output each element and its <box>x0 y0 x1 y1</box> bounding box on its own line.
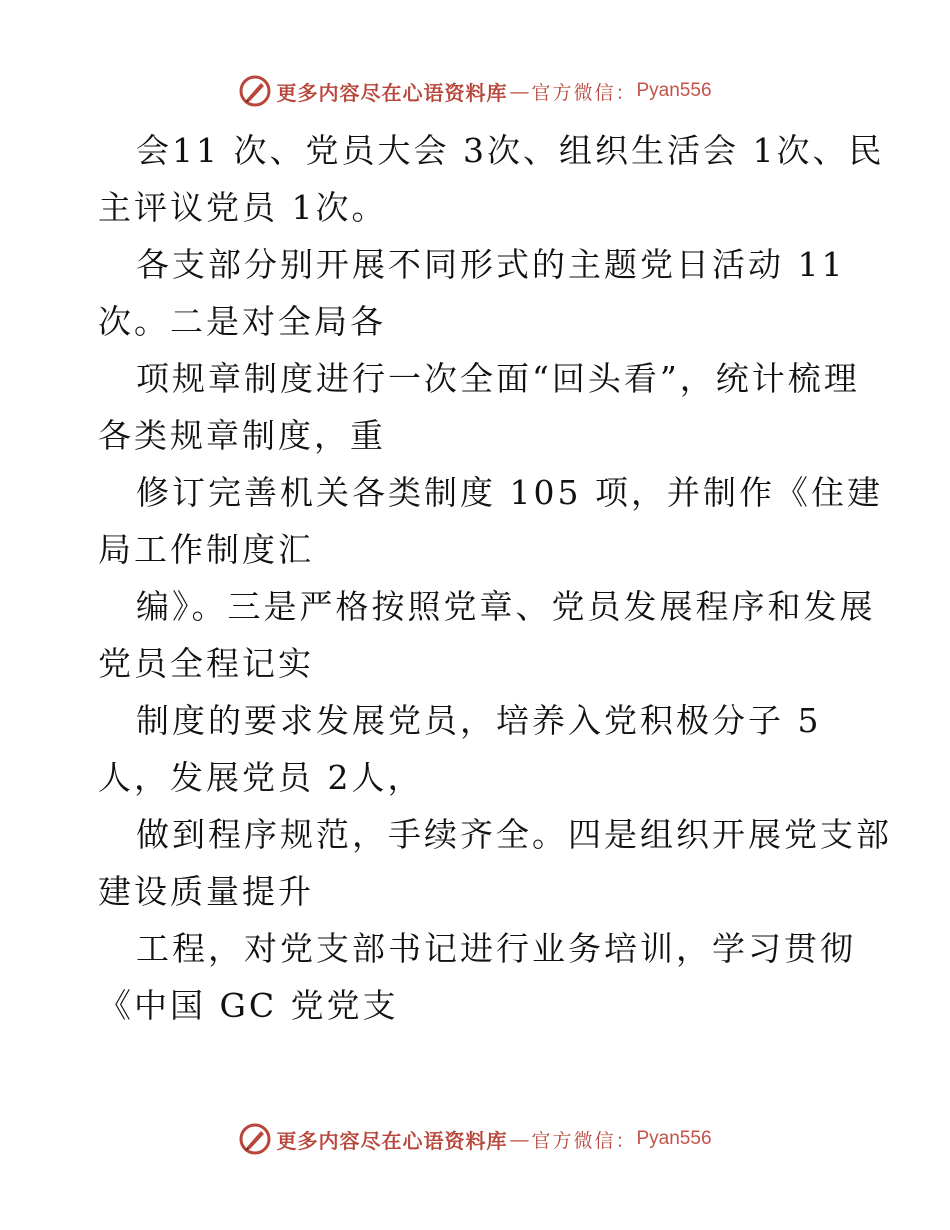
text-line: 局工作制度汇 <box>98 530 314 569</box>
text-line: 工程，对党支部书记进行业务培训，学习贯彻 <box>136 929 856 968</box>
text-line: 会11 次、党员大会 3次、组织生活会 1次、民 <box>136 131 885 170</box>
document-body <box>98 122 892 1034</box>
pen-logo-icon <box>238 74 272 108</box>
banner-official-label: 官方微信： <box>531 81 637 104</box>
text-line: 人，发展党员 2人， <box>98 758 424 797</box>
footer-banner <box>0 1122 950 1156</box>
text-line: 做到程序规范，手续齐全。四是组织开展党支部 <box>136 815 892 854</box>
pen-logo-icon <box>238 1122 272 1156</box>
text-line: 制度的要求发展党员，培养入党积极分子 5 <box>136 701 822 740</box>
text-line: 编》。三是严格按照党章、党员发展程序和发展 <box>136 587 876 626</box>
text-line: 次。二是对全局各 <box>98 302 386 341</box>
text-line: 各类规章制度，重 <box>98 416 386 455</box>
banner-text: 更多内容尽在心语资料库 <box>276 80 508 105</box>
text-line: 项规章制度进行一次全面“回头看”，统计梳理 <box>136 359 860 398</box>
text-line: 党员全程记实 <box>98 644 314 683</box>
text-line: 修订完善机关各类制度 105 项，并制作《住建 <box>136 473 883 512</box>
banner-wechat-id: Pyan556 <box>636 80 712 101</box>
text-line: 各支部分别开展不同形式的主题党日活动 11 <box>136 245 846 284</box>
banner-dash: — <box>509 1127 530 1151</box>
text-line: 主评议党员 1次。 <box>98 188 388 227</box>
banner-text: 更多内容尽在心语资料库 <box>276 1128 508 1153</box>
banner-official-label: 官方微信： <box>531 1129 637 1152</box>
text-line: 建设质量提升 <box>98 872 314 911</box>
header-banner <box>0 74 950 108</box>
text-line: 《中国 GC 党党支 <box>98 986 399 1025</box>
banner-dash: — <box>509 79 530 103</box>
banner-wechat-id: Pyan556 <box>636 1128 712 1149</box>
